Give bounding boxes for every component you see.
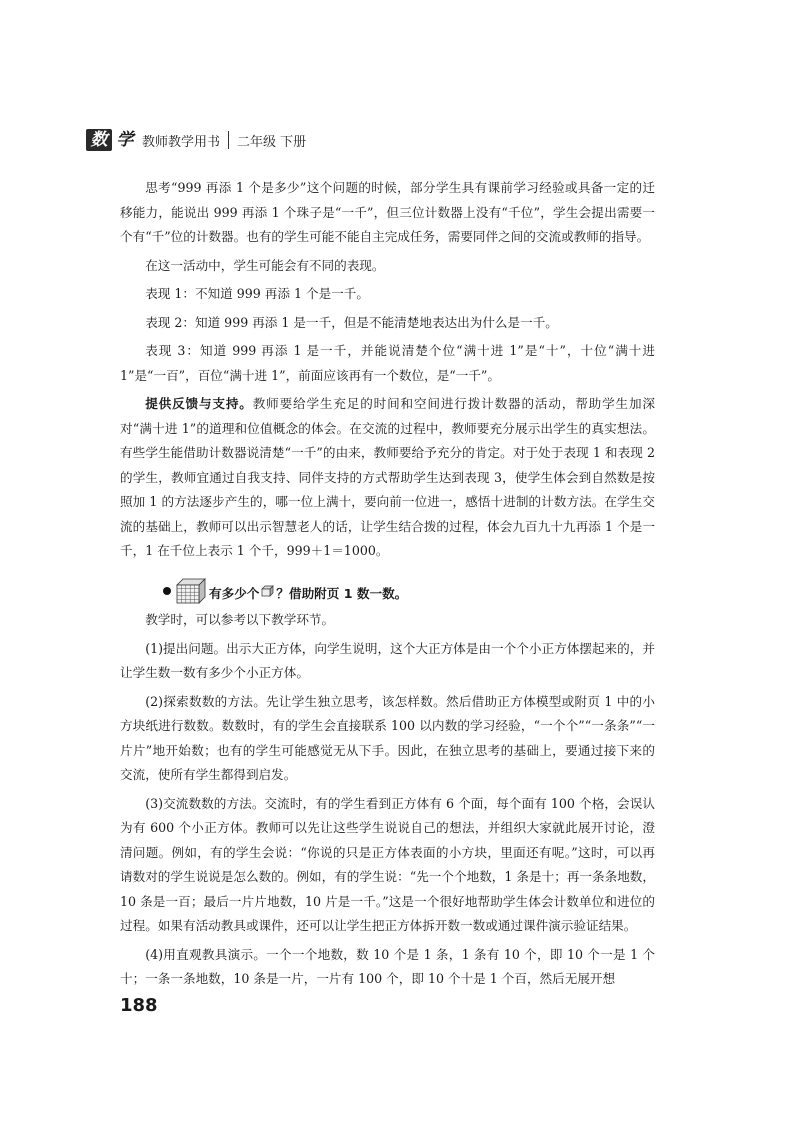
math-logo xyxy=(86,129,138,151)
paragraph: (4)用直观教具演示。一个一个地数，数 10 个是 1 条，1 条有 10 个，即 10 个一是 1 个十；一条一条地数，10 条是一片，一片有 100 个，即 10 个十是 1 个百，然后无展开想 xyxy=(120,946,655,986)
page-header xyxy=(86,126,306,154)
paragraph: 表现 2：知道 999 再添 1 是一千，但是不能清楚地表达出为什么是一千。 xyxy=(145,314,558,330)
big-cube-icon xyxy=(176,578,206,607)
paragraph-body: 教师要给学生充足的时间和空间进行拨计数器的活动，帮助学生加深对“满十进 1”的道理和位值概念的体会。在交流的过程中，教师要充分展示出学生的真实想法。有些学生能借助计数器说清楚“一千”的由来，教师要给予充分的肯定。对于处于表现 1 和表现 2 的学生，教师宜通过自我支持、同伴支持的方式帮助学生达到表现 3，使学生体会到自然数是按照加 1 的方法逐步产生的，哪一位上满十，要向前一位进一，感悟十进制的计数方法。在学生交流的基础上，教师可以出示智慧老人的话，让学生结合拨的过程，体会九百九十九再添 1 个是一千，1 在千位上表示 1 个千，999＋1＝1000。 xyxy=(120,396,656,558)
paragraph: 在这一活动中，学生可能会有不同的表现。 xyxy=(145,257,385,273)
activity-heading xyxy=(168,578,407,607)
page-number: 188 xyxy=(120,995,158,1016)
small-cube-icon xyxy=(261,585,274,600)
logo-char-1: 数 xyxy=(86,129,112,151)
paragraph xyxy=(120,392,655,564)
activity-title-b: ？借助附页 1 数一数。 xyxy=(276,586,408,601)
body-text-top xyxy=(120,176,655,568)
logo-char-2: 学 xyxy=(116,130,134,150)
book-title: 教师教学用书 xyxy=(142,134,221,150)
paragraph: 表现 1：不知道 999 再添 1 个是一千。 xyxy=(145,286,369,301)
paragraph-lead: 提供反馈与支持。 xyxy=(145,396,253,411)
activity-title-a: 有多少个 xyxy=(209,586,260,601)
paragraph: 表现 3：知道 999 再添 1 是一千，并能说清楚个位“满十进 1”是“十”，十位“满十进 1”是“一百”，百位“满十进 1”，前面应该再有一个数位，是“一千”。 xyxy=(120,343,655,383)
grade-label: 二年级 下册 xyxy=(237,134,307,150)
paragraph: (3)交流数数的方法。交流时，有的学生看到正方体有 6 个面，每个面有 100 个格，会误认为有 600 个小正方体。教师可以先让这些学生说说自己的想法，并组织大家就此展开讨论，澄清问题。例如，有的学生会说：“你说的只是正方体表面的小方块，里面还有呢。”这时，可以再请数对的学生说说是怎么数的。例如，有的学生说：“先一个个地数，1 条是十；再一条条地数，10 条是一百；最后一片片地数，10 片是一千。”这是一个很好地帮助学生体会计数单位和进位的过程。如果有活动教具或课件，还可以让学生把正方体拆开数一数或通过课件演示验证结果。 xyxy=(120,795,655,933)
paragraph: 教学时，可以参考以下教学环节。 xyxy=(145,612,335,627)
paragraph: 思考“999 再添 1 个是多少”这个问题的时候，部分学生具有课前学习经验或具备一定的迁移能力，能说出 999 再添 1 个珠子是“一千”，但三位计数器上没有“千位”，学生会提出需要一个有“千”位的计数器。也有的学生可能不能自主完成任务，需要同伴之间的交流或教师的指导。 xyxy=(120,180,655,244)
body-text-bottom xyxy=(120,608,655,996)
paragraph: (2)探索数数的方法。先让学生独立思考，该怎样数。然后借助正方体模型或附页 1 中的小方块纸进行数数。数数时，有的学生会直接联系 100 以内数的学习经验，“一个个”“一条条”“一片片”地开始数；也有的学生可能感觉无从下手。因此，在独立思考的基础上，要通过接下来的交流，使所有学生都得到启发。 xyxy=(120,693,655,782)
paragraph: (1)提出问题。出示大正方体，向学生说明，这个大正方体是由一个个小正方体摆起来的，并让学生数一数有多少个小正方体。 xyxy=(120,640,655,680)
header-divider xyxy=(228,131,229,149)
